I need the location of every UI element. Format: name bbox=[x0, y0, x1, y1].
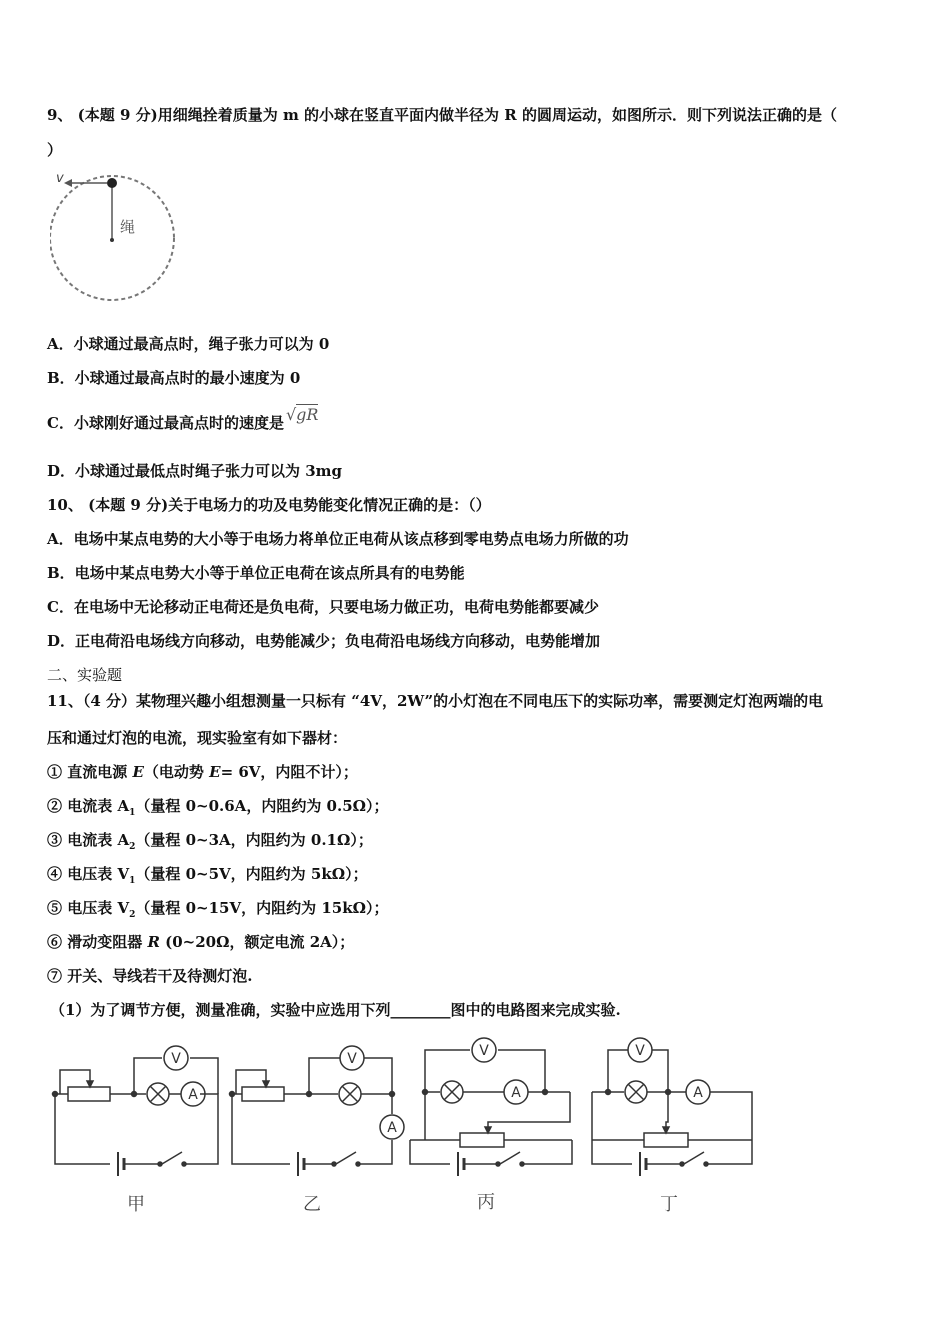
q10-option-a: A．电场中某点电势的大小等于电场力将单位正电荷从该点移到零电势点电场力所做的功 bbox=[47, 530, 629, 548]
circuit-ding bbox=[592, 1038, 752, 1176]
q11-item-4: ④ 电压表 $V_1$（量程 0~5V，内阻约为 5kΩ）； bbox=[47, 865, 368, 886]
circuit-yi bbox=[230, 1046, 405, 1176]
sqrt-gr-radicand: gR bbox=[296, 405, 319, 424]
q11-item-6: ⑥ 滑动变阻器 R (0~20Ω，额定电流 2A）； bbox=[47, 933, 355, 951]
q9-option-c-text: C．小球刚好通过最高点时的速度是 bbox=[47, 414, 284, 432]
circuit-jia bbox=[53, 1046, 219, 1176]
q11-item-2: ② 电流表 $A_1$（量程 0~0.6A，内阻约为 0.5Ω）； bbox=[47, 797, 389, 818]
q10-option-d: D．正电荷沿电场线方向移动，电势能减少；负电荷沿电场线方向移动，电势能增加 bbox=[47, 632, 601, 650]
q10-option-b: B．电场中某点电势大小等于单位正电荷在该点所具有的电势能 bbox=[47, 564, 465, 582]
rope-label: 绳 bbox=[120, 218, 136, 236]
ball bbox=[107, 178, 117, 188]
circuit-label-bing: 丙 bbox=[477, 1192, 495, 1213]
velocity-arrowhead bbox=[64, 179, 72, 187]
center-dot bbox=[110, 238, 114, 242]
q11-item-7: ⑦ 开关、导线若干及待测灯泡. bbox=[47, 967, 253, 985]
q9-stem: 9、 (本题 9 分)用细绳拴着质量为 m 的小球在竖直平面内做半径为 R 的圆周运动，如图所示．则下列说法正确的是（ bbox=[47, 106, 837, 124]
bing-ammeter-label: A bbox=[511, 1085, 521, 1101]
q10-option-c: C．在电场中无论移动正电荷还是负电荷，只要电场力做正功，电荷电势能都要减少 bbox=[47, 598, 599, 616]
q10-stem: 10、 (本题 9 分)关于电场力的功及电势能变化情况正确的是：（） bbox=[47, 496, 491, 514]
yi-ammeter-label: A bbox=[387, 1120, 397, 1136]
section-heading: 二、实验题 bbox=[47, 666, 123, 684]
ding-voltmeter-label: V bbox=[635, 1043, 645, 1059]
yi-voltmeter-label: V bbox=[347, 1051, 357, 1067]
circuit-label-yi: 乙 bbox=[303, 1194, 321, 1215]
circuit-diagrams bbox=[0, 1030, 950, 1190]
ding-ammeter-label: A bbox=[693, 1085, 703, 1101]
circuit-label-jia: 甲 bbox=[127, 1194, 145, 1215]
jia-voltmeter-label: V bbox=[171, 1051, 181, 1067]
q9-option-b: B．小球通过最高点时的最小速度为 0 bbox=[47, 369, 301, 387]
q9-stem-end: ） bbox=[47, 141, 63, 159]
sqrt-gr: √gR bbox=[285, 405, 319, 424]
q9-option-d: D．小球通过最低点时绳子张力可以为 3mg bbox=[47, 462, 343, 480]
jia-ammeter-label: A bbox=[188, 1087, 198, 1103]
q11-stem-line2: 压和通过灯泡的电流，现实验室有如下器材： bbox=[47, 729, 348, 747]
q11-item-3: ③ 电流表 $A_2$（量程 0~3A，内阻约为 0.1Ω）； bbox=[47, 831, 373, 852]
q9-option-a: A．小球通过最高点时，绳子张力可以为 0 bbox=[47, 335, 330, 353]
q11-sub-question-1: （1）为了调节方便，测量准确，实验中应选用下列________图中的电路图来完成实验. bbox=[50, 1001, 621, 1019]
circuit-label-ding: 丁 bbox=[660, 1194, 678, 1215]
q11-stem-line1: 11、（4 分）某物理兴趣小组想测量一只标有 “4V，2W”的小灯泡在不同电压下的实际功率，需要测定灯泡两端的电 bbox=[47, 692, 824, 710]
circuit-bing bbox=[410, 1038, 572, 1176]
q11-item-1: ① 直流电源 E（电动势 E= 6V，内阻不计）； bbox=[47, 763, 358, 781]
circular-motion-figure bbox=[50, 166, 190, 316]
velocity-label: v bbox=[56, 171, 64, 186]
bing-voltmeter-label: V bbox=[479, 1043, 489, 1059]
q9-option-c bbox=[47, 405, 319, 433]
q11-item-5: ⑤ 电压表 $V_2$（量程 0~15V，内阻约为 15kΩ）； bbox=[47, 899, 389, 920]
